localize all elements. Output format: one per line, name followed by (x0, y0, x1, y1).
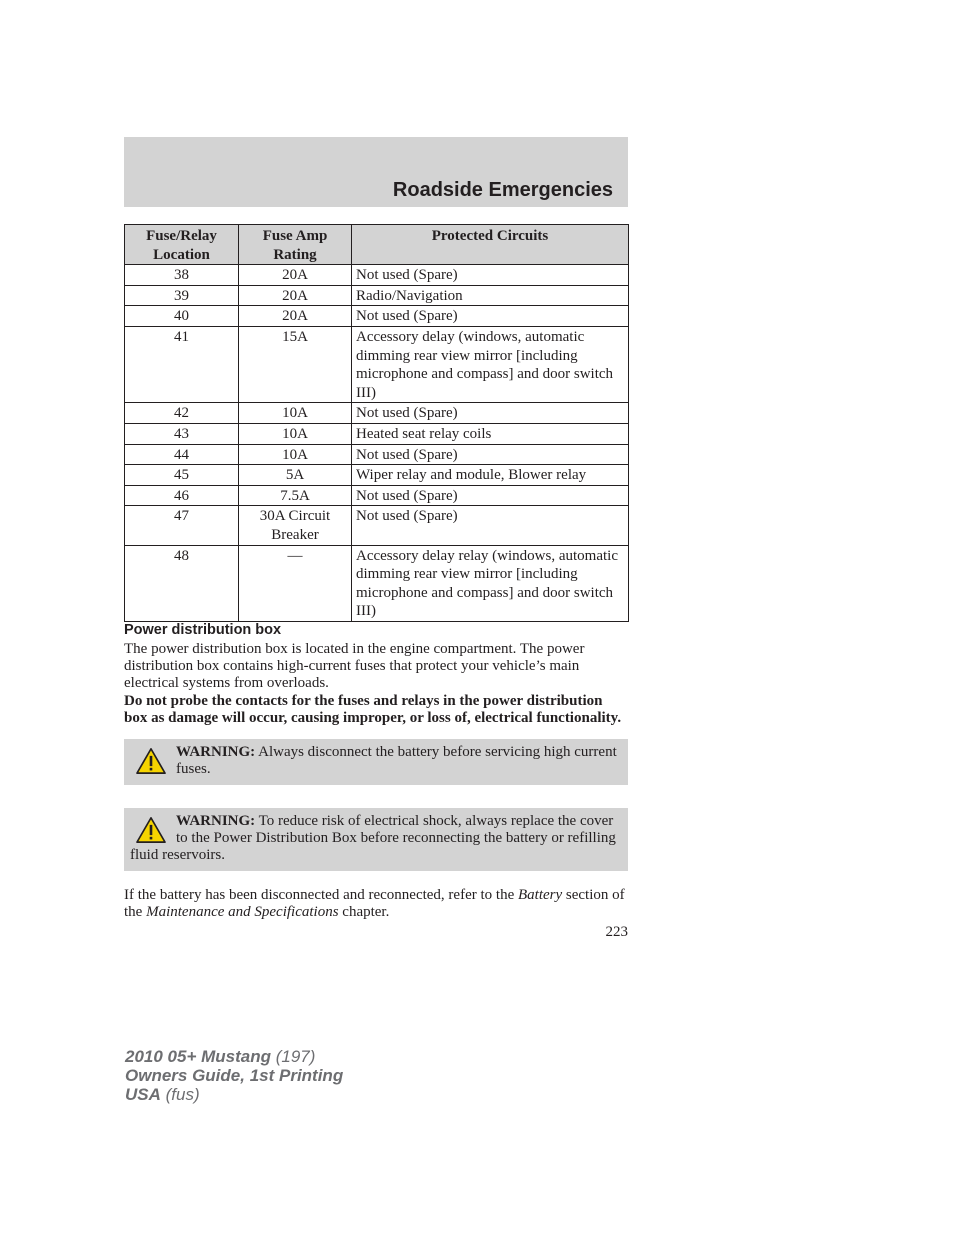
table-row (125, 485, 629, 506)
warning-label: WARNING: (176, 744, 256, 760)
warning-triangle-icon (134, 816, 168, 844)
cell-circuits: Not used (Spare) (352, 265, 629, 286)
footer-guide: Owners Guide, 1st Printing (125, 1066, 344, 1085)
power-distribution-section (124, 620, 628, 921)
page-number: 223 (605, 924, 628, 940)
cell-location: 43 (125, 423, 239, 444)
cell-rating: 20A (239, 285, 352, 306)
caution-paragraph: Do not probe the contacts for the fuses and relays in the power distribution box as damage will occur, causing improper, or loss of, electrical functionality. (124, 693, 622, 726)
table-row (125, 444, 629, 465)
battery-reference: Battery (517, 887, 563, 903)
closing-text: If the battery has been disconnected and reconnected, refer to the (124, 887, 515, 903)
cell-rating: — (239, 545, 352, 621)
closing-text: chapter. (342, 904, 390, 920)
footer-code: (197) (275, 1047, 316, 1066)
footer-market-code: (fus) (165, 1085, 200, 1104)
closing-paragraph (124, 887, 628, 921)
cell-circuits: Not used (Spare) (352, 403, 629, 424)
table-row (125, 506, 629, 545)
chapter-reference: Maintenance and Specifications (146, 904, 339, 920)
table-header-row (125, 225, 629, 265)
closing-text: section of the (124, 887, 625, 920)
table-row (125, 423, 629, 444)
page-title: Roadside Emergencies (392, 179, 613, 201)
cell-location: 42 (125, 403, 239, 424)
table-row (125, 545, 629, 621)
cell-circuits: Heated seat relay coils (352, 423, 629, 444)
cell-location: 46 (125, 485, 239, 506)
table-row (125, 265, 629, 286)
cell-rating: 10A (239, 423, 352, 444)
cell-circuits: Not used (Spare) (352, 306, 629, 327)
column-header-location: Fuse/Relay Location (125, 225, 239, 265)
cell-rating: 10A (239, 444, 352, 465)
table-row (125, 403, 629, 424)
cell-circuits: Accessory delay relay (windows, automatic dimming rear view mirror [including microphone and compass] and door switch III) (352, 545, 629, 621)
cell-circuits: Wiper relay and module, Blower relay (352, 465, 629, 486)
warning-text-1 (130, 744, 620, 778)
fuse-table (124, 224, 629, 622)
cell-circuits: Not used (Spare) (352, 506, 629, 545)
warning-body: To reduce risk of electrical shock, always replace the cover to the Power Distribution Box before reconnecting the battery or refilling fluid reservoirs. (130, 813, 616, 863)
table-row (125, 285, 629, 306)
cell-location: 48 (125, 545, 239, 621)
cell-rating: 20A (239, 306, 352, 327)
warning-triangle-icon (134, 747, 168, 775)
footer (125, 1047, 343, 1104)
cell-circuits: Not used (Spare) (352, 444, 629, 465)
cell-rating: 7.5A (239, 485, 352, 506)
cell-location: 39 (125, 285, 239, 306)
table-body (125, 265, 629, 622)
table-row (125, 326, 629, 402)
footer-market: USA (125, 1085, 161, 1104)
intro-paragraph: The power distribution box is located in the engine compartment. The power distribution box contains high-current fuses that protect your vehicle’s main electrical systems from overloads. (124, 641, 585, 691)
cell-rating: 20A (239, 265, 352, 286)
cell-rating: 30A Circuit Breaker (239, 506, 352, 545)
column-header-rating: Fuse Amp Rating (239, 225, 352, 265)
warning-body: Always disconnect the battery before servicing high current fuses. (176, 744, 617, 777)
cell-location: 45 (125, 465, 239, 486)
cell-circuits: Radio/Navigation (352, 285, 629, 306)
cell-circuits: Not used (Spare) (352, 485, 629, 506)
table-row (125, 306, 629, 327)
section-heading: Power distribution box (124, 622, 282, 638)
column-header-circuits: Protected Circuits (352, 225, 629, 265)
cell-circuits: Accessory delay (windows, automatic dimming rear view mirror [including microphone and compass] and door switch III) (352, 326, 629, 402)
cell-location: 40 (125, 306, 239, 327)
cell-location: 47 (125, 506, 239, 545)
cell-rating: 5A (239, 465, 352, 486)
warning-box-2 (124, 808, 628, 871)
footer-model: 2010 05+ Mustang (125, 1047, 271, 1066)
cell-rating: 15A (239, 326, 352, 402)
table-row (125, 465, 629, 486)
warning-box-1 (124, 739, 628, 785)
warning-label: WARNING: (176, 813, 256, 829)
header-band (124, 137, 628, 207)
cell-location: 38 (125, 265, 239, 286)
cell-location: 44 (125, 444, 239, 465)
cell-rating: 10A (239, 403, 352, 424)
cell-location: 41 (125, 326, 239, 402)
